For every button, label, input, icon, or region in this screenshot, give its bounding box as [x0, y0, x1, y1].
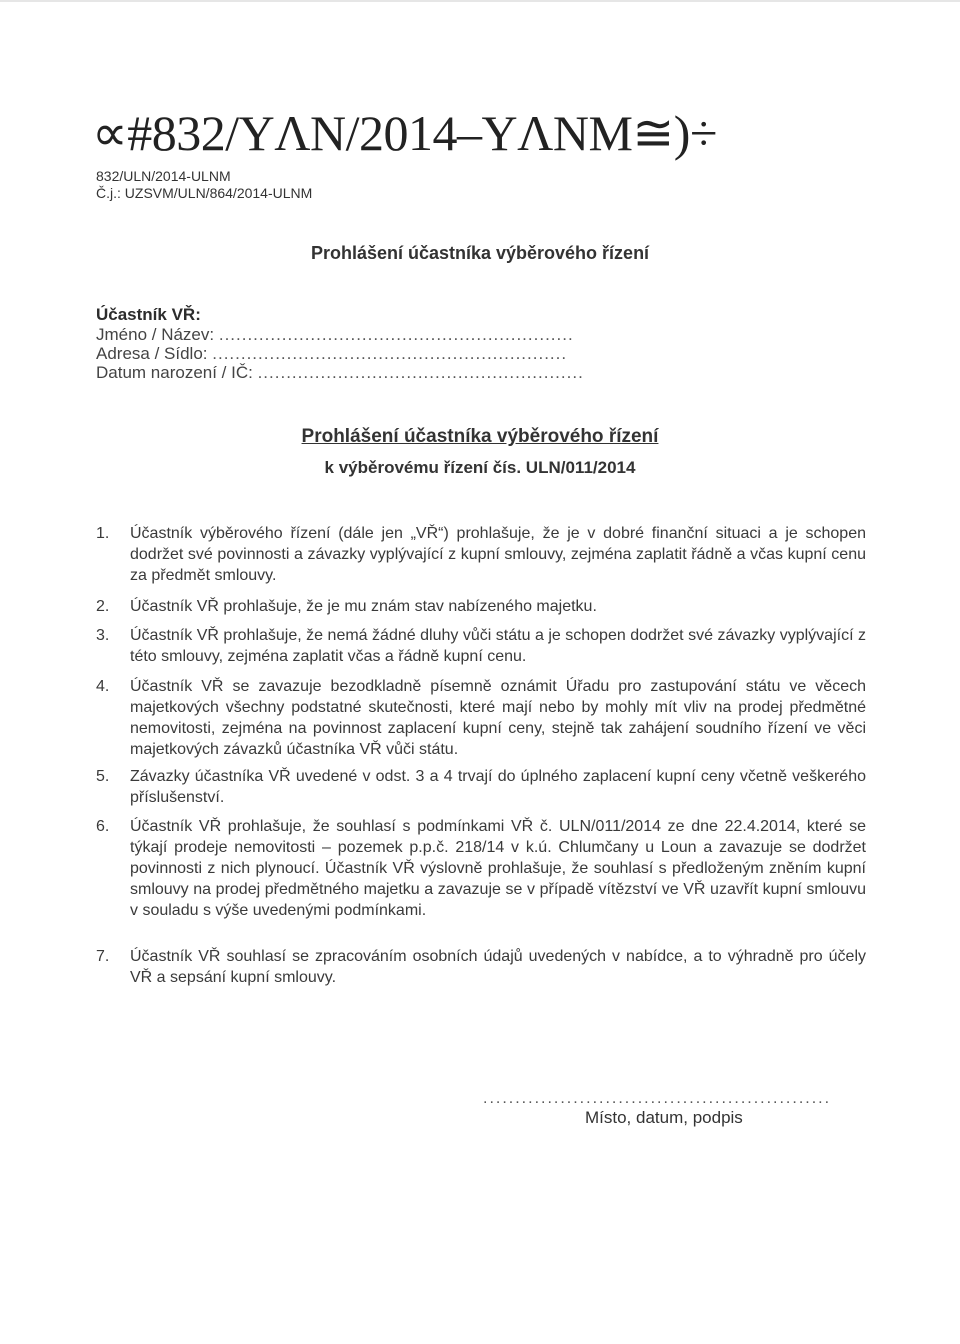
- declaration-item: [96, 596, 866, 617]
- declaration-item: [96, 766, 866, 808]
- birth-id-dotted-line: .........................................................: [257, 363, 584, 382]
- declaration-item: [96, 625, 866, 667]
- birth-id-label: Datum narození / IČ:: [96, 363, 253, 382]
- address-field[interactable]: [96, 344, 567, 364]
- reference-number: 832/ULN/2014-ULNM: [96, 168, 231, 184]
- declaration-item: [96, 523, 866, 586]
- page-edge: [0, 0, 960, 2]
- item-number: 6.: [96, 818, 110, 835]
- item-number: 1.: [96, 525, 110, 542]
- birth-id-field[interactable]: [96, 363, 584, 383]
- item-text: Účastník VŘ se zavazuje bezodkladně písemně oznámit Úřadu pro zastupování státu ve věcech majetkových všechny podstatné skutečnosti, které mají nebo by mohly mít vliv na prodej předmětné nemovitosti, zejména na povinnost zaplacení kupní ceny, stejně tak zahájení soudního řízení ve věci majetkových závazků účastníka VŘ vůči státu.: [130, 678, 866, 758]
- name-dotted-line: ..............................................................: [218, 325, 574, 344]
- case-id: Č.j.: UZSVM/ULN/864/2014-ULNM: [96, 185, 313, 201]
- signature-label: Místo, datum, podpis: [585, 1108, 743, 1127]
- name-label: Jméno / Název:: [96, 325, 215, 344]
- name-field[interactable]: [96, 325, 574, 345]
- declaration-item: [96, 816, 866, 921]
- item-number: 4.: [96, 678, 110, 695]
- participant-heading: Účastník VŘ:: [96, 305, 201, 324]
- document-title: Prohlášení účastníka výběrového řízení: [310, 243, 650, 263]
- item-text: Účastník VŘ prohlašuje, že nemá žádné dluhy vůči státu a je schopen dodržet své závazky vyplývající z této smlouvy, zejména zaplatit včas a řádně kupní cenu.: [130, 627, 866, 665]
- item-text: Účastník výběrového řízení (dále jen „VŘ“) prohlašuje, že je v dobré finanční situaci a je schopen dodržet své povinnosti a závazky vyplývající z kupní smlouvy, zejména zaplatit řádně a včas kupní cenu za předmět smlouvy.: [130, 525, 866, 584]
- declaration-item: [96, 946, 866, 988]
- item-text: Účastník VŘ prohlašuje, že je mu znám stav nabízeného majetku.: [130, 598, 597, 615]
- barcode: ∝#832/YΛN/2014–YΛNM≅)÷: [92, 105, 717, 161]
- item-text: Účastník VŘ prohlašuje, že souhlasí s podmínkami VŘ č. ULN/011/2014 ze dne 22.4.2014, které se týkají prodeje nemovitosti – pozemek p.p.č. 218/14 v k.ú. Chlumčany u Loun a zavazuje se dodržet povinnosti z nich plynoucí. Účastník VŘ výslovně prohlašuje, že souhlasí s předloženým zněním kupní smlouvy na prodej předmětného majetku a zavazuje se v případě vítězství ve VŘ uzavřít kupní smlouvu v souladu s výše uvedenými podmínkami.: [130, 818, 866, 919]
- item-number: 3.: [96, 627, 110, 644]
- address-label: Adresa / Sídlo:: [96, 344, 208, 363]
- signature-line[interactable]: ......................................................: [483, 1090, 832, 1107]
- item-text: Závazky účastníka VŘ uvedené v odst. 3 a 4 trvají do úplného zaplacení kupní ceny včetně veškerého příslušenství.: [130, 768, 866, 806]
- declaration-title: Prohlášení účastníka výběrového řízení: [301, 426, 659, 447]
- address-dotted-line: ..............................................................: [212, 344, 568, 363]
- item-number: 2.: [96, 598, 110, 615]
- declaration-subtitle: k výběrovému řízení čís. ULN/011/2014: [324, 458, 636, 477]
- declaration-item: [96, 676, 866, 760]
- item-text: Účastník VŘ souhlasí se zpracováním osobních údajů uvedených v nabídce, a to výhradně pro účely VŘ a sepsání kupní smlouvy.: [130, 948, 866, 986]
- item-number: 5.: [96, 768, 110, 785]
- item-number: 7.: [96, 948, 110, 965]
